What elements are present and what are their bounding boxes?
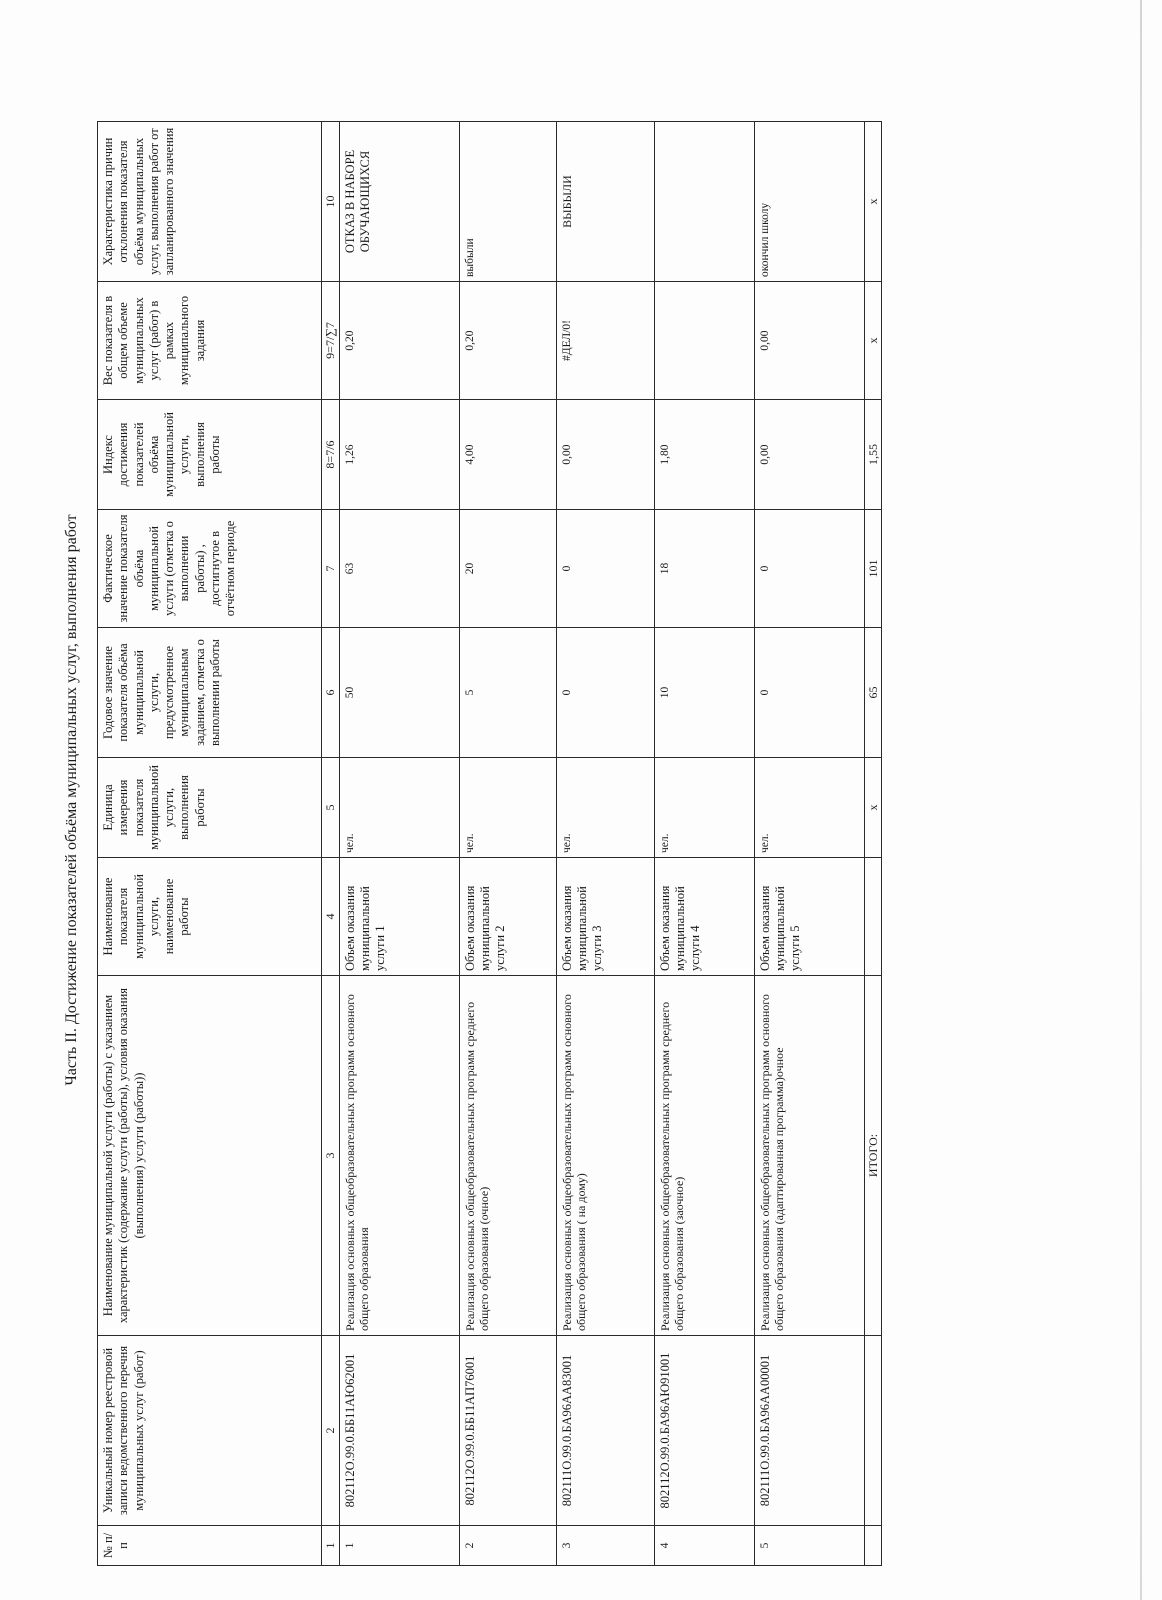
row-fact: 63 [339, 510, 459, 628]
row-reason: ОТКАЗ В НАБОРЕ ОБУЧАЮЩИХСЯ [339, 122, 459, 282]
colnum-1: 1 [322, 1526, 340, 1566]
total-reason: х [864, 122, 882, 282]
colnum-9: 9=7/∑7 [322, 282, 340, 400]
row-weight: 0,20 [459, 282, 556, 400]
total-fact: 101 [864, 510, 882, 628]
row-index: 1,80 [654, 400, 754, 510]
row-indicator: Объем оказания муниципальной услуги 3 [556, 858, 654, 976]
row-plan: 0 [754, 628, 864, 758]
row-index: 0,00 [556, 400, 654, 510]
row-plan: 10 [654, 628, 754, 758]
row-service-name: Реализация основных общеобразовательных программ среднего общего образования (заочное) [654, 976, 754, 1336]
row-num: 1 [339, 1526, 459, 1566]
row-weight: #ДЕЛ/0! [556, 282, 654, 400]
row-reason: ВЫБЫЛИ [556, 122, 654, 282]
header-row [98, 122, 322, 1566]
row-plan: 5 [459, 628, 556, 758]
total-index: 1,55 [864, 400, 882, 510]
header-fact: Фактическое значение показателя объёма муниципальной услуги (отметка о выполнении работы) , достигнутое в отчётном периоде [98, 510, 322, 628]
row-service-name: Реализация основных общеобразовательных программ основного общего образования [339, 976, 459, 1336]
table-container [97, 122, 880, 1566]
colnum-3: 3 [322, 976, 340, 1336]
row-code: 802111О.99.0.БА96АА00001 [754, 1336, 864, 1526]
row-service-name: Реализация основных общеобразовательных программ основного общего образования ( на дому) [556, 976, 654, 1336]
row-code: 802112О.99.0.БА96АЮ91001 [654, 1336, 754, 1526]
table-row [754, 122, 864, 1566]
row-service-name: Реализация основных общеобразовательных программ основного общего образования (адаптированная программа)очное [754, 976, 864, 1336]
row-unit: чел. [754, 758, 864, 858]
scan-edge [1140, 0, 1142, 1600]
row-code: 802112О.99.0.ББ11АП76001 [459, 1336, 556, 1526]
row-indicator: Объем оказания муниципальной услуги 4 [654, 858, 754, 976]
row-unit: чел. [654, 758, 754, 858]
row-reason: выбыли [459, 122, 556, 282]
total-empty-code [864, 1336, 882, 1526]
row-fact: 20 [459, 510, 556, 628]
row-code: 802112О.99.0.ББ11АЮ62001 [339, 1336, 459, 1526]
row-indicator: Объем оказания муниципальной услуги 2 [459, 858, 556, 976]
row-weight: 0,00 [754, 282, 864, 400]
row-index: 4,00 [459, 400, 556, 510]
header-code: Уникальный номер реестровой записи ведомственного перечня муниципальных услуг (работ) [98, 1336, 322, 1526]
total-empty-num [864, 1526, 882, 1566]
header-index: Индекс достижения показателей объёма муниципальной услуги, выполнения работы [98, 400, 322, 510]
row-unit: чел. [556, 758, 654, 858]
row-plan: 50 [339, 628, 459, 758]
row-num: 3 [556, 1526, 654, 1566]
colnum-8: 8=7/6 [322, 400, 340, 510]
row-plan: 0 [556, 628, 654, 758]
row-weight: 0,20 [339, 282, 459, 400]
header-service-name: Наименование муниципальной услуги (работы) с указанием характеристик (содержание услуги (работы), условия оказания (выполнения) услуги (работы)) [98, 976, 322, 1336]
row-num: 2 [459, 1526, 556, 1566]
total-empty-indicator [864, 858, 882, 976]
row-index: 1,26 [339, 400, 459, 510]
header-plan: Годовое значение показателя объёма муниципальной услуги, предусмотренное муниципальным заданием, отметка о выполнении работы [98, 628, 322, 758]
colnum-2: 2 [322, 1336, 340, 1526]
colnum-5: 5 [322, 758, 340, 858]
achievement-table [97, 121, 882, 1566]
row-fact: 18 [654, 510, 754, 628]
colnum-7: 7 [322, 510, 340, 628]
row-unit: чел. [459, 758, 556, 858]
table-row [339, 122, 459, 1566]
table-row [556, 122, 654, 1566]
row-reason [654, 122, 754, 282]
row-code: 802111О.99.0.БА96АА83001 [556, 1336, 654, 1526]
total-label: ИТОГО: [864, 976, 882, 1336]
rotated-table-frame [97, 122, 880, 1566]
total-row [864, 122, 882, 1566]
header-num: № п/п [98, 1526, 322, 1566]
colnum-6: 6 [322, 628, 340, 758]
row-service-name: Реализация основных общеобразовательных программ среднего общего образования (очное) [459, 976, 556, 1336]
total-plan: 65 [864, 628, 882, 758]
page-title: Часть II. Достижение показателей объёма муниципальных услуг, выполнения работ [63, 514, 80, 1086]
row-weight [654, 282, 754, 400]
colnum-10: 10 [322, 122, 340, 282]
row-num: 4 [654, 1526, 754, 1566]
header-reason: Характеристика причин отклонения показателя объёма муниципальных услуг, выполнения работ от запланированного значения [98, 122, 322, 282]
row-reason: окончил школу [754, 122, 864, 282]
row-fact: 0 [754, 510, 864, 628]
header-indicator: Наименование показателя муниципальной услуги, наименование работы [98, 858, 322, 976]
table-row [459, 122, 556, 1566]
row-fact: 0 [556, 510, 654, 628]
total-weight: х [864, 282, 882, 400]
row-indicator: Объем оказания муниципальной услуги 1 [339, 858, 459, 976]
row-index: 0,00 [754, 400, 864, 510]
header-weight: Вес показателя в общем объеме муниципальных услуг (работ) в рамках муниципального задания [98, 282, 322, 400]
column-number-row [322, 122, 340, 1566]
row-num: 5 [754, 1526, 864, 1566]
header-unit: Единица измерения показателя муниципальной услуги, выполнения работы [98, 758, 322, 858]
colnum-4: 4 [322, 858, 340, 976]
title-wrap [52, 0, 92, 1600]
row-indicator: Объем оказания муниципальной услуги 5 [754, 858, 864, 976]
table-row [654, 122, 754, 1566]
row-unit: чел. [339, 758, 459, 858]
total-unit: х [864, 758, 882, 858]
